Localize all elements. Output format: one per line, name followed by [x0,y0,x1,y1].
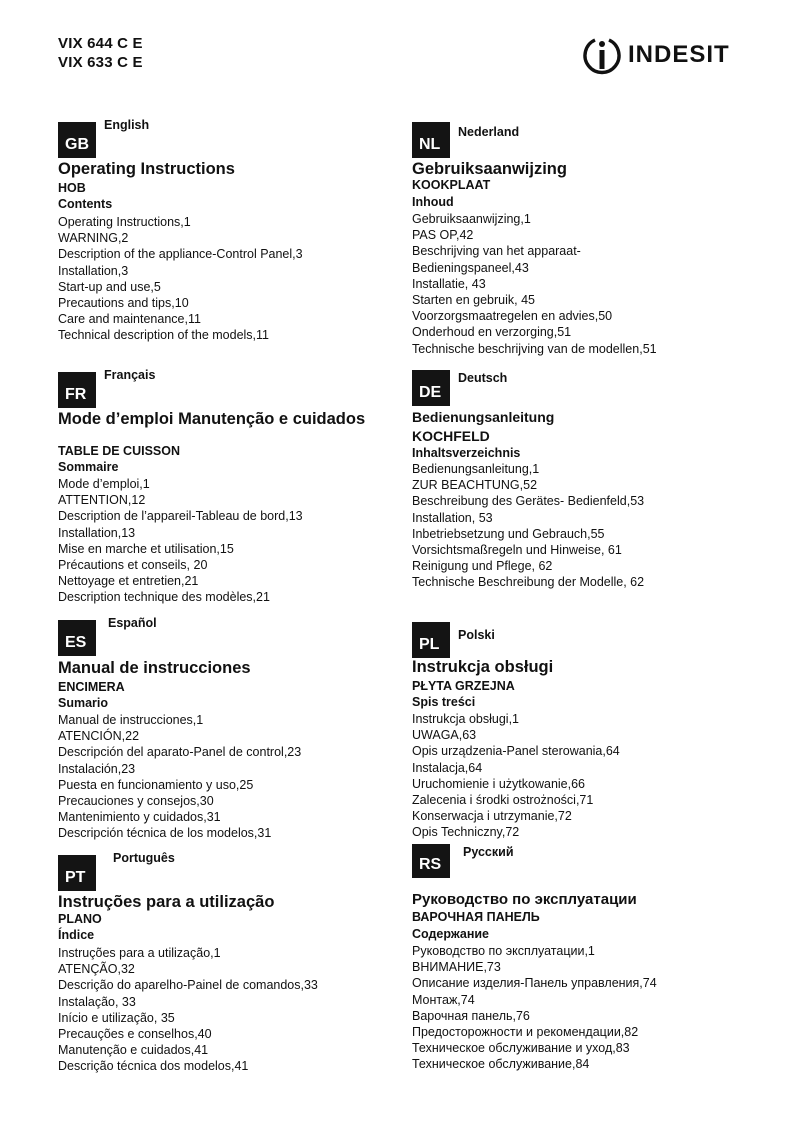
language-name: Русский [463,845,514,859]
model-number-2: VIX 633 C E [58,54,143,71]
language-badge: DE [412,370,450,406]
language-name: English [104,118,150,132]
language-badge: PT [58,855,96,891]
contents-item: Mantenimiento y cuidados,31 [58,810,221,825]
contents-item: Konserwacja i utrzymanie,72 [412,809,572,824]
contents-item: Руководство по эксплуатации,1 [412,944,595,958]
section-title: Instrukcja obsługi [412,658,554,676]
contents-list [412,211,657,357]
contents-heading: Sommaire [58,460,119,474]
contents-item: Instruções para a utilização,1 [58,946,221,960]
language-name: Nederland [458,125,520,139]
contents-heading: Sumario [58,696,109,710]
product-type: TABLE DE CUISSON [58,444,180,458]
contents-item: Description of the appliance-Control Panel,3 [58,247,303,262]
contents-item: Description de l’appareil-Tableau de bord,13 [58,509,303,524]
contents-item: Voorzorgsmaatregelen en advies,50 [412,309,613,324]
section-title: Mode d’emploi Manutenção e cuidados [58,410,366,428]
contents-list [412,461,644,591]
contents-item: Descrição do aparelho-Painel de comandos,33 [58,978,318,993]
contents-item: Opis Techniczny,72 [412,825,520,840]
product-type: PŁYTA GRZEJNA [412,679,515,693]
indesit-logo-icon [580,33,624,77]
language-name: Español [108,616,157,630]
language-badge: FR [58,372,96,408]
contents-item: Nettoyage et entretien,21 [58,574,199,589]
contents-item: Vorsichtsmaßregeln und Hinweise, 61 [412,543,622,558]
contents-item: Précautions et conseils, 20 [58,558,208,573]
section-title: Instruções para a utilização [58,893,275,911]
contents-list [412,711,620,841]
contents-item: Description technique des modèles,21 [58,590,270,605]
contents-item: Mise en marche et utilisation,15 [58,541,234,556]
contents-item: ATENÇÃO,32 [58,962,135,977]
section-title: Руководство по эксплуатации [412,891,637,908]
contents-item: Installatie, 43 [412,276,486,291]
contents-item: WARNING,2 [58,231,129,246]
contents-list [412,943,657,1073]
section-title: Gebruiksaanwijzing [412,160,567,178]
model-number-1: VIX 644 C E [58,35,143,52]
contents-item: Precautions and tips,10 [58,296,189,311]
section-title: Manual de instrucciones [58,659,251,677]
contents-item: ATENCIÓN,22 [58,729,140,744]
contents-item: Beschreibung des Gerätes- Bedienfeld,53 [412,494,645,509]
contents-item: ATTENTION,12 [58,493,146,508]
contents-item: Technische Beschreibung der Modelle, 62 [412,575,645,590]
contents-item: Technische beschrijving van de modellen,51 [412,341,657,356]
contents-heading: Índice [58,928,95,942]
contents-item: ZUR BEACHTUNG,52 [412,478,538,493]
language-name: Português [113,851,175,865]
contents-item: Instrukcja obsługi,1 [412,712,520,726]
contents-item: Bedienungsanleitung,1 [412,462,540,476]
contents-item: Descrição técnica dos modelos,41 [58,1059,249,1074]
language-badge: PL [412,622,450,658]
contents-item: Puesta en funcionamiento y uso,25 [58,777,254,792]
brand-name: INDESIT [628,41,730,68]
contents-item: Descripción del aparato-Panel de control,23 [58,745,302,760]
contents-item: Care and maintenance,11 [58,312,201,327]
product-type: PLANO [58,912,102,926]
product-type: KOOKPLAAT [412,178,491,192]
section-title: Operating Instructions [58,160,235,178]
contents-item: Installation,13 [58,525,136,540]
contents-list [58,214,303,344]
section-title: Bedienungsanleitung [412,409,555,425]
contents-item: Descripción técnica de los modelos,31 [58,826,272,841]
product-type: HOB [58,181,86,195]
contents-item: Manual de instrucciones,1 [58,713,204,727]
contents-heading: Spis treści [412,695,476,709]
contents-item: UWAGA,63 [412,728,477,743]
contents-item: Instalacja,64 [412,760,483,775]
language-badge: GB [58,122,96,158]
contents-item: Manutenção e cuidados,41 [58,1043,209,1058]
contents-item: Zalecenia i środki ostrożności,71 [412,793,594,808]
contents-item: Bedieningspaneel,43 [412,260,529,275]
contents-heading: Inhaltsverzeichnis [412,446,521,460]
contents-item: Technical description of the models,11 [58,328,269,343]
contents-item: Техническое обслуживание,84 [412,1057,590,1072]
contents-item: Предосторожности и рекомендации,82 [412,1025,639,1040]
contents-heading: Inhoud [412,195,454,209]
language-badge: NL [412,122,450,158]
contents-item: Opis urządzenia-Panel sterowania,64 [412,744,620,759]
contents-item: Inbetriebsetzung und Gebrauch,55 [412,526,605,541]
contents-item: Варочная панель,76 [412,1008,530,1023]
contents-item: Instalação, 33 [58,994,136,1009]
contents-heading: Contents [58,197,113,211]
contents-item: Início e utilização, 35 [58,1010,175,1025]
contents-item: Описание изделия-Панель управления,74 [412,976,657,991]
contents-item: Uruchomienie i użytkowanie,66 [412,776,586,791]
contents-list [58,712,301,842]
contents-item: PAS OP,42 [412,228,474,243]
contents-item: Mode d’emploi,1 [58,477,150,491]
product-type: ENCIMERA [58,680,125,694]
contents-heading: Содержание [412,927,490,941]
contents-item: Installation,3 [58,263,129,278]
contents-item: Start-up and use,5 [58,279,161,294]
contents-item: Operating Instructions,1 [58,215,191,229]
contents-item: Starten en gebruik, 45 [412,293,535,308]
language-badge: ES [58,620,96,656]
contents-item: Техническое обслуживание и уход,83 [412,1041,630,1056]
contents-item: Installation, 53 [412,510,493,525]
language-name: Polski [458,628,495,642]
contents-list [58,476,303,606]
brand-logo [580,33,735,77]
language-badge: RS [412,844,450,878]
contents-item: Instalación,23 [58,761,136,776]
contents-item: Reinigung und Pflege, 62 [412,559,553,574]
contents-item: Монтаж,74 [412,992,475,1007]
contents-item: Gebruiksaanwijzing,1 [412,212,531,226]
product-type: KOCHFELD [412,428,490,444]
contents-list [58,945,318,1075]
contents-item: Onderhoud en verzorging,51 [412,325,572,340]
contents-item: Beschrijving van het apparaat- [412,244,581,259]
language-name: Deutsch [458,371,508,385]
contents-item: ВНИМАНИЕ,73 [412,960,501,975]
contents-item: Precauciones y consejos,30 [58,794,214,809]
product-type: ВАРОЧНАЯ ПАНЕЛЬ [412,910,540,924]
language-name: Français [104,368,156,382]
contents-item: Precauções e conselhos,40 [58,1027,212,1042]
